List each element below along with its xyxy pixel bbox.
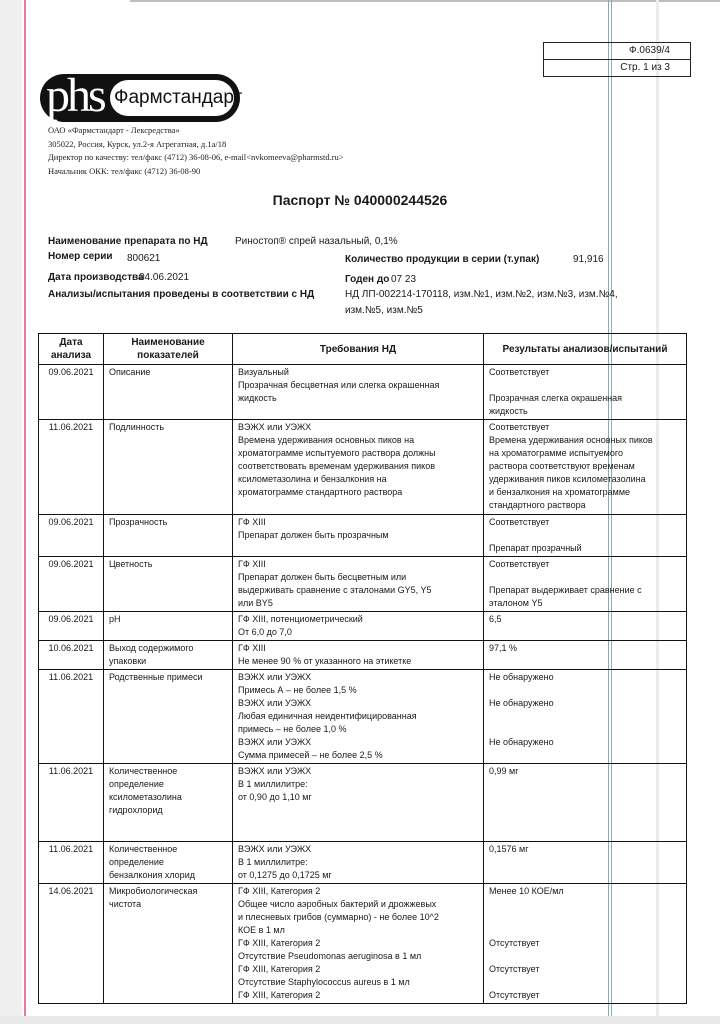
cell-indicator-name-line: Подлинность: [109, 422, 165, 432]
cell-requirement: [233, 612, 484, 641]
cell-requirement-line: ВЭЖХ или УЭЖХ: [238, 698, 312, 708]
cell-indicator-name-line: упаковки: [109, 656, 147, 666]
cell-result-line: [489, 379, 681, 392]
cell-requirement-line: ГФ XIII, Категория 2: [238, 938, 321, 948]
cell-date: 11.06.2021: [39, 420, 104, 515]
cell-result-line: Соответствует: [489, 367, 550, 377]
product-label: Наименование препарата по НД: [48, 236, 208, 247]
cell-requirement-line: В 1 миллилитре:: [238, 857, 308, 867]
cell-requirement-line: ВЭЖХ или УЭЖХ: [238, 766, 312, 776]
cell-result-line: Препарат прозрачный: [489, 543, 582, 553]
cell-result-line: Препарат выдерживает сравнение с: [489, 585, 642, 595]
cell-requirement: [233, 884, 484, 1004]
cell-indicator-name: [104, 557, 233, 612]
cell-indicator-name: [104, 515, 233, 557]
cell-result: [484, 842, 687, 884]
table-header-row: [39, 334, 687, 365]
cell-requirement-line: Любая единичная неидентифицированная: [238, 711, 417, 721]
cell-requirement: [233, 515, 484, 557]
cell-date: 11.06.2021: [39, 842, 104, 884]
table-row: [39, 842, 687, 884]
cell-requirement-line: ГФ XIII: [238, 559, 266, 569]
cell-requirement: [233, 641, 484, 670]
cell-indicator-name-line: бензалкония хлорид: [109, 870, 195, 880]
cell-date: 09.06.2021: [39, 365, 104, 420]
cell-result: [484, 420, 687, 515]
cell-result-line: [489, 911, 681, 924]
scan-top-edge: [130, 0, 720, 2]
cell-result-line: 0,1576 мг: [489, 844, 529, 854]
cell-result-line: 97,1 %: [489, 643, 518, 653]
cell-requirement-line: Времена удерживания основных пиков на: [238, 435, 415, 445]
cell-result-line: удерживания пиков ксилометазолина: [489, 474, 646, 484]
cell-requirement-line: или BY5: [238, 598, 273, 608]
header-name: Наименование показателей: [104, 334, 233, 365]
cell-indicator-name-line: чистота: [109, 899, 142, 909]
cell-indicator-name-line: Выход содержимого: [109, 643, 194, 653]
cell-requirement-line: от 0,1275 до 0,1725 мг: [238, 870, 332, 880]
logo-mark: phs: [46, 69, 104, 122]
cell-requirement-line: ГФ XIII: [238, 643, 266, 653]
cell-result-line: [489, 898, 681, 911]
company-info: [48, 124, 344, 178]
cell-requirement-line: ВЭЖХ или УЭЖХ: [238, 422, 312, 432]
production-date-value: 04.06.2021: [139, 272, 190, 283]
company-name: ОАО «Фармстандарт - Лексредства»: [48, 125, 180, 135]
page-number: Стр. 1 из 3: [544, 59, 690, 76]
cell-indicator-name-line: гидрохлорид: [109, 805, 163, 815]
cell-result-line: 0,99 мг: [489, 766, 519, 776]
cell-result-line: [489, 950, 681, 963]
cell-indicator-name: [104, 764, 233, 842]
results-table: [38, 333, 687, 1004]
header-results: Результаты анализов/испытаний: [484, 334, 687, 365]
cell-result-line: 6,5: [489, 614, 502, 624]
table-row: [39, 641, 687, 670]
table-row: [39, 557, 687, 612]
form-code-box: [543, 42, 691, 77]
cell-result-line: на хроматограмме испытуемого: [489, 448, 623, 458]
cell-result-line: Времена удерживания основных пиков: [489, 435, 653, 445]
cell-date: 09.06.2021: [39, 515, 104, 557]
scan-margin-bottom: [0, 1016, 720, 1024]
table-row: [39, 670, 687, 764]
series-label: Номер серии: [48, 251, 113, 262]
cell-requirement: [233, 764, 484, 842]
cell-date: 14.06.2021: [39, 884, 104, 1004]
cell-result-line: Отсутствует: [489, 990, 540, 1000]
cell-indicator-name-line: Прозрачность: [109, 517, 168, 527]
cell-indicator-name-line: Микробиологическая: [109, 886, 198, 896]
cell-requirement: [233, 842, 484, 884]
cell-requirement-line: ВЭЖХ или УЭЖХ: [238, 844, 312, 854]
cell-requirement-line: ВЭЖХ или УЭЖХ: [238, 672, 312, 682]
cell-requirement-line: Общее число аэробных бактерий и дрожжевых: [238, 899, 437, 909]
cell-requirement-line: от 0,90 до 1,10 мг: [238, 792, 312, 802]
cell-requirement-line: От 6,0 до 7,0: [238, 627, 292, 637]
cell-result-line: [489, 684, 681, 697]
cell-requirement-line: хроматограмме испытуемого раствора должны: [238, 448, 436, 458]
table-row: [39, 884, 687, 1004]
cell-result: [484, 641, 687, 670]
cell-requirement: [233, 557, 484, 612]
cell-requirement: [233, 365, 484, 420]
cell-result: [484, 612, 687, 641]
cell-requirement-line: Примесь А – не более 1,5 %: [238, 685, 357, 695]
cell-indicator-name: [104, 420, 233, 515]
cell-requirement-line: ГФ XIII, Категория 2: [238, 886, 321, 896]
form-code: Ф.0639/4: [629, 45, 670, 56]
cell-indicator-name-line: Цветность: [109, 559, 153, 569]
cell-result-line: [489, 924, 681, 937]
cell-requirement: [233, 670, 484, 764]
cell-date: 11.06.2021: [39, 764, 104, 842]
cell-date: 09.06.2021: [39, 612, 104, 641]
cell-result-line: Не обнаружено: [489, 672, 554, 682]
quantity-label: Количество продукции в серии (т.упак): [345, 254, 540, 265]
cell-result-line: и бензалкония на хроматограмме: [489, 487, 631, 497]
cell-result: [484, 365, 687, 420]
cell-result-line: Не обнаружено: [489, 698, 554, 708]
cell-indicator-name: [104, 365, 233, 420]
cell-requirement-line: ксилометазолина и бензалкония на: [238, 474, 387, 484]
table-row: [39, 365, 687, 420]
cell-requirement-line: Препарат должен быть бесцветным или: [238, 572, 407, 582]
cell-result: [484, 670, 687, 764]
header-requirements: Требования НД: [233, 334, 484, 365]
cell-requirement-line: Отсутствие Pseudomonas aeruginosa в 1 мл: [238, 951, 422, 961]
cell-requirement-line: ГФ XIII, Категория 2: [238, 964, 321, 974]
expiry-label: Годен до: [345, 274, 390, 285]
cell-result-line: Соответствует: [489, 517, 550, 527]
cell-requirement-line: Сумма примесей – не более 2,5 %: [238, 750, 383, 760]
cell-indicator-name: [104, 612, 233, 641]
cell-result-line: [489, 529, 681, 542]
cell-result: [484, 515, 687, 557]
cell-requirement-line: выдерживать сравнение с эталонами GY5, Y5: [238, 585, 432, 595]
cell-result: [484, 764, 687, 842]
cell-requirement-line: Не менее 90 % от указанного на этикетке: [238, 656, 412, 666]
expiry-value: 07 23: [391, 274, 417, 285]
nd-value: НД ЛП-002214-170118, изм.№1, изм.№2, изм.№3, изм.№4, изм.№5, изм.№5: [345, 289, 618, 316]
cell-requirement-line: ГФ XIII, потенциометрический: [238, 614, 363, 624]
cell-indicator-name-line: ксилометазолина: [109, 792, 182, 802]
nd-label: Анализы/испытания проведены в соответствии с НД: [48, 289, 315, 300]
table-row: [39, 612, 687, 641]
cell-requirement-line: жидкость: [238, 393, 277, 403]
cell-result-line: [489, 976, 681, 989]
quality-director-contact: Директор по качеству: тел/факс (4712) 36-08-06, e-mail<nvkomeeva@pharmstd.ru>: [48, 152, 344, 162]
cell-requirement-line: ГФ XIII, Категория 2: [238, 990, 321, 1000]
company-logo: [40, 69, 243, 122]
cell-result-line: Соответствует: [489, 422, 550, 432]
cell-indicator-name: [104, 670, 233, 764]
cell-result-line: стандартного раствора: [489, 500, 586, 510]
cell-result-line: Соответствует: [489, 559, 550, 569]
cell-result-line: [489, 571, 681, 584]
cell-result-line: Отсутствует: [489, 938, 540, 948]
cell-date: 10.06.2021: [39, 641, 104, 670]
cell-indicator-name: [104, 884, 233, 1004]
cell-requirement-line: Визуальный: [238, 367, 289, 377]
cell-result-line: Менее 10 КОЕ/мл: [489, 886, 564, 896]
cell-requirement-line: соответствовать временам удерживания пиков: [238, 461, 435, 471]
cell-indicator-name-line: Количественное: [109, 766, 178, 776]
scan-margin-left: [0, 0, 22, 1024]
cell-result-line: [489, 710, 681, 723]
series-value: 800621: [127, 253, 161, 264]
product-value: Риностоп® спрей назальный, 0,1%: [235, 236, 398, 247]
cell-result-line: раствора соответствуют временам: [489, 461, 635, 471]
cell-requirement-line: КОЕ в 1 мл: [238, 925, 285, 935]
company-address: 305022, Россия, Курск, ул.2-я Агрегатная, д.1а/18: [48, 138, 227, 149]
cell-requirement-line: В 1 миллилитре:: [238, 779, 308, 789]
header-date: Дата анализа: [39, 334, 104, 365]
quantity-value: 91,916: [573, 254, 604, 265]
table-row: [39, 420, 687, 515]
cell-result: [484, 884, 687, 1004]
cell-date: 09.06.2021: [39, 557, 104, 612]
table-row: [39, 764, 687, 842]
cell-result: [484, 557, 687, 612]
cell-indicator-name-line: pH: [109, 614, 121, 624]
cell-indicator-name-line: Количественное: [109, 844, 178, 854]
cell-result-line: [489, 723, 681, 736]
cell-indicator-name: [104, 641, 233, 670]
cell-requirement-line: хроматограмме стандартного раствора: [238, 487, 403, 497]
logo-name: Фармстандарт: [114, 87, 243, 108]
production-date-label: Дата производства: [48, 272, 144, 283]
cell-indicator-name-line: определение: [109, 857, 164, 867]
cell-requirement-line: Прозрачная бесцветная или слегка окрашенная: [238, 380, 440, 390]
cell-indicator-name-line: определение: [109, 779, 164, 789]
cell-result-line: Не обнаружено: [489, 737, 554, 747]
table-body: [39, 365, 687, 1004]
page-title: Паспорт № 040000244526: [272, 192, 448, 208]
cell-requirement-line: ГФ XIII: [238, 517, 266, 527]
cell-date: 11.06.2021: [39, 670, 104, 764]
cell-requirement-line: примесь – не более 1,0 %: [238, 724, 347, 734]
cell-requirement-line: Препарат должен быть прозрачным: [238, 530, 389, 540]
cell-result-line: жидкость: [489, 406, 528, 416]
table-row: [39, 515, 687, 557]
cell-result-line: Отсутствует: [489, 964, 540, 974]
cell-requirement: [233, 420, 484, 515]
cell-requirement-line: ВЭЖХ или УЭЖХ: [238, 737, 312, 747]
cell-requirement-line: и плесневых грибов (суммарно) - не более 10^2: [238, 912, 439, 922]
cell-requirement-line: Отсутствие Staphylococcus aureus в 1 мл: [238, 977, 410, 987]
cell-indicator-name-line: Описание: [109, 367, 151, 377]
cell-indicator-name-line: Родственные примеси: [109, 672, 203, 682]
qc-head-contact: Начальник ОКК: тел/факс (4712) 36-08-90: [48, 165, 201, 176]
cell-result-line: Прозрачная слегка окрашенная: [489, 393, 623, 403]
cell-indicator-name: [104, 842, 233, 884]
scan-red-line: [24, 0, 26, 1024]
cell-result-line: эталоном Y5: [489, 598, 543, 608]
